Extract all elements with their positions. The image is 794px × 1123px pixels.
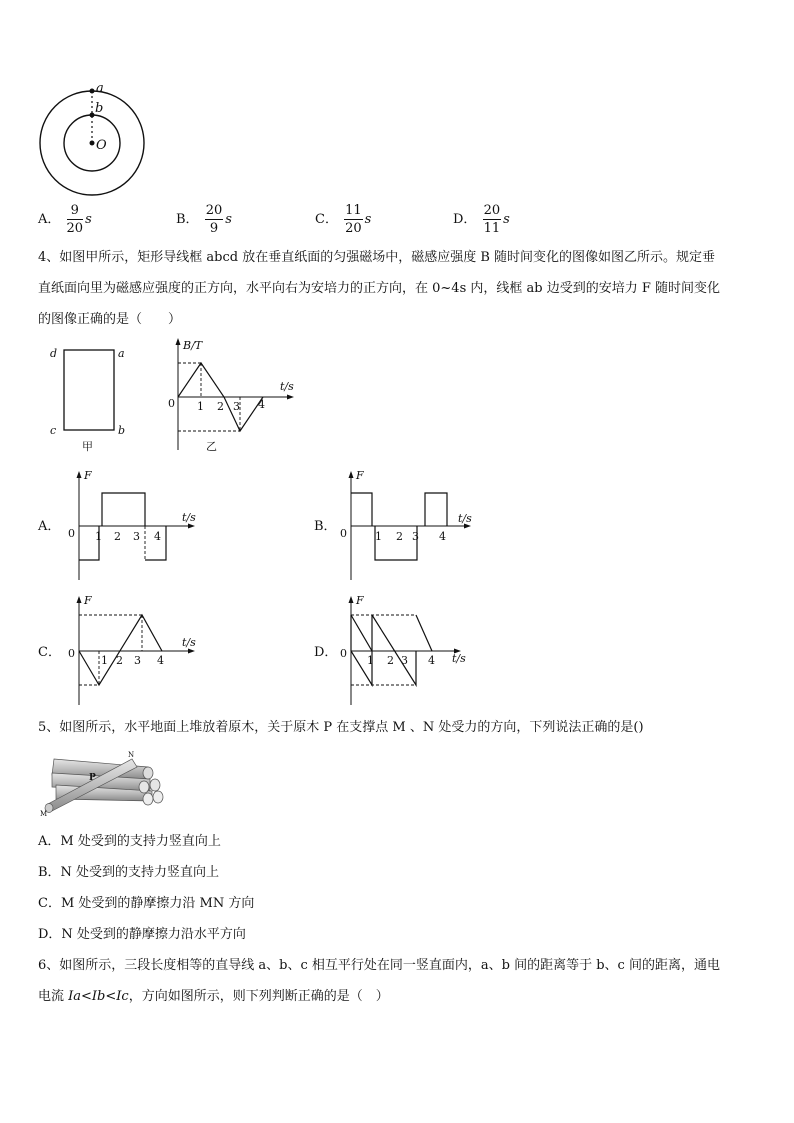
q4-option-d-graph[interactable] [340,590,490,710]
tick-2: 2 [396,530,403,543]
axis-label-y: B/T [183,339,203,352]
numerator: 11 [345,203,362,218]
tick-2: 2 [217,400,224,413]
tick-1: 1 [101,654,108,667]
denominator: 11 [483,221,501,236]
q4-option-a-graph[interactable] [62,465,212,585]
q4-stem-line3: 的图像正确的是（ ） [38,312,182,327]
label-d: d [50,347,58,360]
q3-option-d[interactable] [453,202,510,237]
q4-option-c-letter[interactable]: C． [38,645,61,660]
tick-4: 4 [157,654,164,667]
option-letter: D． [453,212,477,227]
q5-label-p: P [89,773,96,783]
tick-3: 3 [133,530,140,543]
fraction [344,202,363,237]
q5-stem: 5、如图所示，水平地面上堆放着原木，关于原木 P 在支撑点 M 、N 处受力的方向，下列说法正确的是() [38,720,644,735]
q3-label-o: O [96,138,107,153]
tick-2: 2 [114,530,121,543]
q6-current-relation: Ia<Ib<Ic [68,989,129,1004]
q3-option-c[interactable] [315,202,371,237]
axis-label-x: t/s [452,652,466,665]
axis-label-x: t/s [280,380,294,393]
option-letter: C． [315,212,338,227]
q4-option-b-graph[interactable] [340,465,490,585]
caption-jia: 甲 [82,440,93,453]
tick-1: 1 [197,400,204,413]
q6-line2-suffix: ，方向如图所示，则下列判断正确的是（ ） [128,989,389,1004]
tick-3: 3 [134,654,141,667]
q5-option-d[interactable]: D．N 处受到的静摩擦力沿水平方向 [38,927,246,942]
unit: s [503,212,510,227]
origin-label: 0 [68,647,75,660]
q5-option-a[interactable]: A．M 处受到的支持力竖直向上 [38,834,221,849]
label-a: a [118,347,125,360]
tick-4: 4 [154,530,161,543]
q3-label-b: b [95,101,104,116]
q4-stem-line2: 直纸面向里为磁感应强度的正方向，水平向右为安培力的正方向，在 0~4s 内，线框 ab 边受到的安培力 F 随时间变化 [38,281,720,296]
tick-2: 2 [387,654,394,667]
fraction [205,202,224,237]
q3-label-a: a [96,81,104,96]
q3-option-b[interactable] [176,202,232,237]
origin-label: 0 [340,647,347,660]
q6-stem-line1: 6、如图所示，三段长度相等的直导线 a、b、c 相互平行处在同一竖直面内，a、b 间的距离等于 b、c 间的距离，通电 [38,958,720,973]
q3-circle-figure [36,80,156,200]
unit: s [85,212,92,227]
q5-label-n: N [128,751,135,759]
tick-4: 4 [258,398,265,411]
tick-3: 3 [401,654,408,667]
q4-option-d-letter[interactable]: D． [314,645,338,660]
numerator: 9 [67,202,84,220]
unit: s [225,212,232,227]
tick-1: 1 [95,530,102,543]
tick-1: 1 [375,530,382,543]
axis-label-y: F [356,469,364,482]
fraction [483,202,502,237]
q3-option-a[interactable] [38,202,92,237]
numerator: 20 [205,203,223,218]
tick-3: 3 [233,400,240,413]
q5-option-c[interactable]: C．M 处受到的静摩擦力沿 MN 方向 [38,896,255,911]
denominator: 20 [345,221,362,236]
origin-label: 0 [68,527,75,540]
tick-3: 3 [412,530,419,543]
axis-label-x: t/s [182,511,196,524]
axis-label-y: F [356,594,364,607]
axis-label-x: t/s [182,636,196,649]
q4-figure-jia [46,340,136,455]
label-b: b [118,424,126,437]
origin-label: 0 [168,397,175,410]
denominator: 20 [66,221,84,236]
numerator: 20 [483,203,501,218]
q5-label-m: M [40,810,48,817]
q5-logs-figure [40,745,170,817]
label-c: c [50,424,57,437]
q6-line2-prefix: 电流 [38,989,69,1004]
q4-stem-line1: 4、如图甲所示，矩形导线框 abcd 放在垂直纸面的匀强磁场中，磁感应强度 B 随时间变化的图像如图乙所示。规定垂 [38,250,716,265]
denominator: 9 [209,221,219,236]
origin-label: 0 [340,527,347,540]
unit: s [364,212,372,227]
caption-yi: 乙 [206,440,217,453]
option-letter: A． [38,212,61,227]
tick-1: 1 [367,654,374,667]
q4-option-c-graph[interactable] [62,590,212,710]
fraction [67,202,84,237]
axis-label-y: F [84,469,92,482]
q4-option-a-letter[interactable]: A． [38,519,61,534]
tick-4: 4 [428,654,435,667]
q4-option-b-letter[interactable]: B． [314,519,337,534]
tick-4: 4 [439,530,446,543]
q6-stem-line2 [38,981,760,1012]
q5-option-b[interactable]: B．N 处受到的支持力竖直向上 [38,865,220,880]
tick-2: 2 [116,654,123,667]
axis-label-y: F [84,594,92,607]
axis-label-x: t/s [458,512,472,525]
q4-figure-yi [166,335,301,455]
option-letter: B． [176,212,199,227]
